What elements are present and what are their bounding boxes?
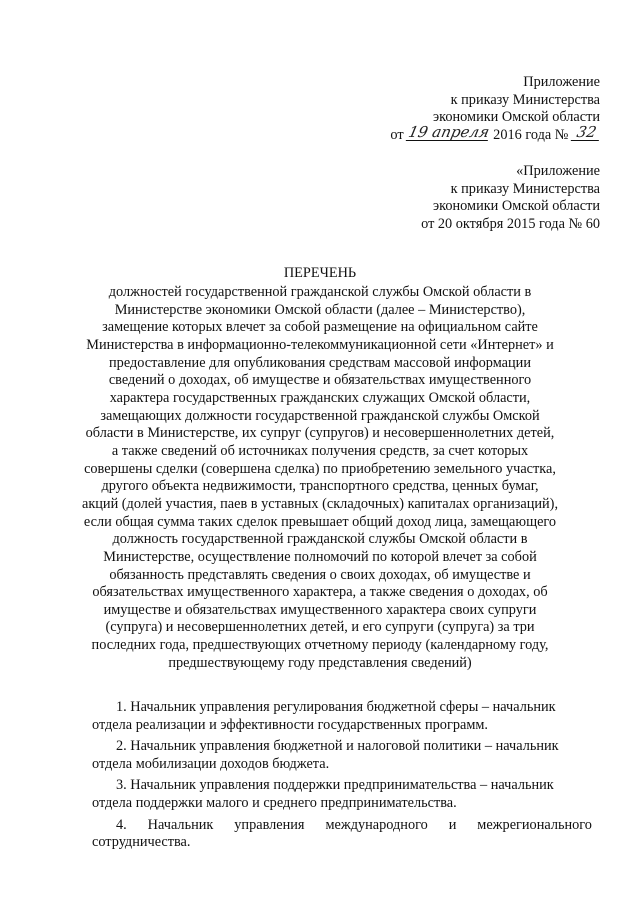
- subject-line: Министерства в информационно-телекоммуникационной сети «Интернет» и: [86, 336, 554, 353]
- subject-line: а также сведений об источниках получения средств, за счет которых: [111, 442, 529, 459]
- list-item-line: отдела поддержки малого и среднего предпринимательства.: [92, 794, 457, 811]
- appendix-date-line: [390, 122, 600, 145]
- document-subject: [0, 284, 640, 672]
- appendix-header-old: [421, 163, 600, 233]
- subject-line: Министерстве, осуществление полномочий по которой влечет за собой: [103, 548, 537, 565]
- subject-line: имуществе и обязательствах имущественного характера своих супруги: [103, 601, 537, 618]
- list-item-line: 2. Начальник управления бюджетной и налоговой политики – начальник: [116, 738, 559, 755]
- subject-line: предшествующему году представления сведений): [168, 654, 472, 671]
- subject-line: характера государственных гражданских служащих Омской области,: [109, 389, 531, 406]
- list-item-line: сотрудничества.: [92, 834, 191, 851]
- subject-line: замещение которых влечет за собой размещение на официальном сайте: [102, 319, 538, 336]
- year-text: 2016 год: [493, 126, 545, 143]
- list-word: и: [448, 816, 457, 833]
- subject-line: если общая сумма таких сделок превышает общий доход лица, замещающего: [83, 513, 557, 530]
- appendix-old-order-ref: к приказу Министерства: [450, 180, 600, 197]
- list-item-line: 3. Начальник управления поддержки предпринимательства – начальник: [116, 777, 554, 794]
- subject-line: предоставление для опубликования средствам массовой информации: [109, 354, 531, 371]
- list-item: [92, 777, 592, 812]
- appendix-old-date: от 20 октября 2015 года № 60: [421, 215, 600, 232]
- appendix-label: Приложение: [523, 74, 600, 90]
- subject-line: должностей государственной гражданской службы Омской области в: [108, 284, 532, 300]
- handwritten-date: 19 апреля: [406, 122, 492, 141]
- list-word: 4.: [116, 816, 127, 833]
- subject-line: сведений о доходах, об имуществе и обязательствах имущественного: [108, 372, 532, 389]
- subject-line: последних года, предшествующих отчетному периоду (календарному году,: [91, 637, 549, 654]
- appendix-old-label: «Приложение: [516, 163, 600, 179]
- list-word: Начальник: [147, 816, 214, 833]
- subject-line: замещающих должности государственной гражданской службы Омской: [100, 407, 540, 424]
- appendix-ministry: экономики Омской области: [432, 109, 600, 126]
- list-item-line-justified: [92, 817, 592, 835]
- list-item-line: отдела мобилизации доходов бюджета.: [92, 755, 330, 772]
- number-prefix: а №: [544, 126, 569, 143]
- handwritten-number: 32: [571, 125, 602, 141]
- appendix-order-ref: к приказу Министерства: [450, 91, 600, 108]
- list-item-line: 1. Начальник управления регулирования бюджетной сферы – начальник: [116, 699, 556, 715]
- subject-line: должность государственной гражданской службы Омской области в: [112, 531, 528, 548]
- subject-line: области в Министерстве, их супруг (супругов) и несовершеннолетних детей,: [85, 425, 555, 442]
- subject-line: (супруга) и несовершеннолетних детей, и его супруги (супруга) за три: [105, 619, 535, 636]
- subject-line: акций (долей участия, паев в уставных (складочных) капиталах организаций),: [81, 495, 559, 512]
- list-word: межрегионального: [477, 816, 592, 833]
- position-list: [92, 699, 592, 856]
- list-item-line: отдела реализации и эффективности государственных программ.: [92, 716, 488, 733]
- list-word: международного: [325, 816, 428, 833]
- subject-line: обязанность представлять сведения о своих доходах, об имуществе и: [109, 566, 531, 583]
- subject-line: другого объекта недвижимости, транспортного средства, ценных бумаг,: [101, 478, 539, 495]
- list-item: [92, 699, 592, 734]
- date-prefix: от: [390, 126, 404, 143]
- list-item: [92, 738, 592, 773]
- list-item: [92, 817, 592, 852]
- appendix-header-new: [390, 74, 600, 144]
- list-word: управления: [234, 816, 305, 833]
- document-title: ПЕРЕЧЕНЬ: [283, 265, 357, 281]
- subject-line: совершены сделки (совершена сделка) по приобретению земельного участка,: [84, 460, 556, 477]
- subject-line: обязательствах имущественного характера, а также сведения о доходах, об: [92, 584, 548, 601]
- appendix-old-ministry: экономики Омской области: [432, 198, 600, 215]
- subject-line: Министерстве экономики Омской области (далее – Министерство),: [114, 301, 526, 318]
